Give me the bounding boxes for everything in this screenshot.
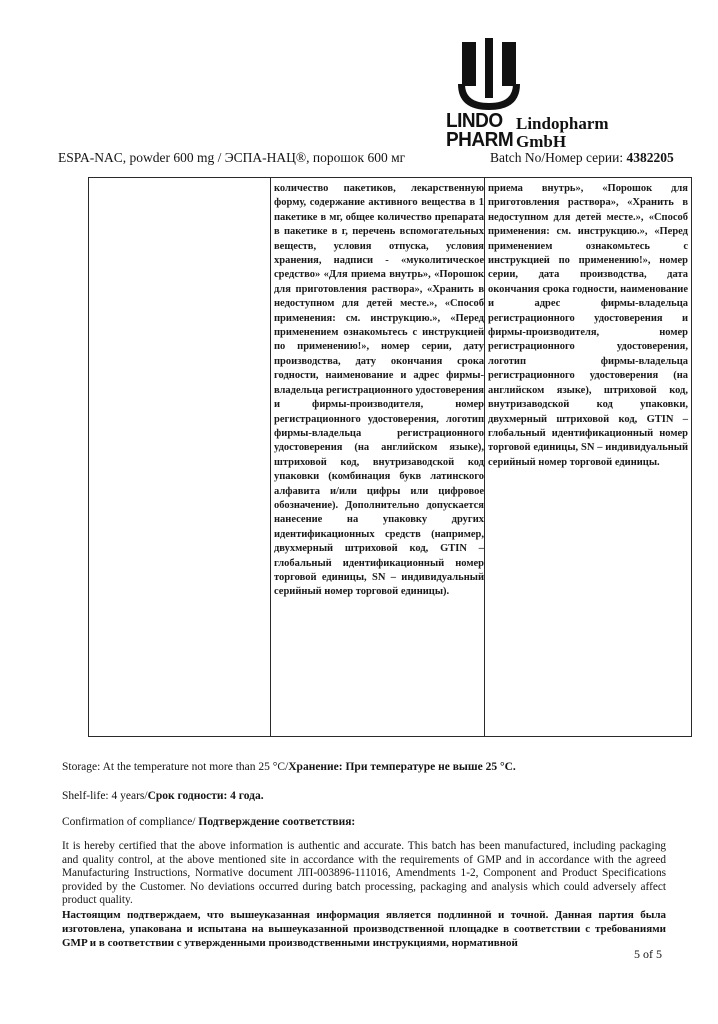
batch-number-line [490, 150, 674, 166]
table-right-rule [691, 177, 692, 737]
storage-line [62, 760, 516, 774]
confirmation-heading [62, 815, 355, 829]
packaging-table [88, 177, 692, 737]
shelf-life-en: Shelf-life: 4 years/ [62, 790, 148, 802]
product-name: ESPA-NAC, powder 600 mg / ЭСПА-НАЦ®, порошок 600 мг [58, 150, 406, 165]
table-cell-requirements: количество пакетиков, лекарственную форму, содержание активного вещества в 1 пакетике в мг, общее количество препарата в пакетике в г, перечень вспомогательных веществ, условия отпуска, условия хранения, надписи - «муколитическое средство» «Для приема внутрь», «Порошок для приготовления раствора», «Хранить в недоступном для детей месте.», «Способ применения: см. инструкцию.», «Перед применением ознакомьтесь с инструкцией по применению!», номер серии, дату производства, дату окончания срока годности, наименование и адрес фирмы-владельца регистрационного удостоверения и фирмы-производителя, номер регистрационного удостоверения, логотип фирмы-владельца регистрационного удостоверения (на английском языке), штриховой код, внутризаводской код упаковки (комбинация букв латинского алфавита и/или цифры или цифровое обозначение). Дополнительно допускается нанесение на упаковку других идентификационных средств (например, двухмерный штриховой код, GTIN – глобальный идентификационный номер торговой единицы, SN – индивидуальный серийный номер торговой единицы). [274, 183, 484, 598]
page-number: 5 of 5 [634, 947, 662, 961]
statement-english: It is hereby certified that the above information is authentic and accurate. This batch has been manufactured, including packaging and quality control, at the above mentioned site in accordance with the requirements of GMP and in accordance with the agreed Manufacturing Instructions, Normative document ЛП-003896-111016, Amendments 1-2, Component and Product Specifications provided by the Customer. No deviations occurred during batch processing, packaging and analysis which could adversely affect product quality. [62, 840, 666, 907]
storage-en: Storage: At the temperature not more than 25 °C/ [62, 761, 289, 773]
lindopharm-logo [446, 38, 672, 150]
table-divider-1 [270, 177, 271, 737]
table-top-rule [88, 177, 692, 178]
statement-russian: Настоящим подтверждаем, что вышеуказанная информация является подлинной и точной. Данная партия была изготовлена, упакована и испытана на вышеуказанной производственной площадке в соответствии с требованиями GMP и в соответствии с утвержденными производственными инструкциями, нормативной [62, 909, 666, 949]
logo-word-lindo: LINDO [446, 109, 503, 132]
shelf-life-line [62, 789, 264, 803]
storage-ru: Хранение: При температуре не выше 25 °C. [288, 761, 516, 773]
lindopharm-emblem-icon [454, 38, 524, 112]
confirmation-en: Confirmation of compliance/ [62, 816, 199, 828]
table-cell-result: приема внутрь», «Порошок для приготовления раствора», «Хранить в недоступном для детей месте.», «Способ применения: см. инструкцию.», «Перед применением ознакомьтесь с инструкцией по применению!», номер серии, дата производства, дата окончания срока годности, наименование и адрес фирмы-владельца регистрационного удостоверения и фирмы-производителя, номер регистрационного удостоверения, логотип фирмы-владельца регистрационного удостоверения (на английском языке), штриховой код, внутризаводской код упаковки, двухмерный штриховой код, GTIN – глобальный идентификационный номер торговой единицы, SN – индивидуальный серийный номер торговой единицы. [488, 183, 688, 468]
shelf-life-ru: Срок годности: 4 года. [147, 790, 264, 802]
batch-number: 4382205 [626, 150, 674, 165]
confirmation-ru: Подтверждение соответствия: [198, 816, 356, 828]
batch-label: Batch No/Номер серии: [490, 150, 624, 165]
table-divider-2 [484, 177, 485, 737]
logo-word-pharm: PHARM [446, 128, 514, 151]
table-bottom-rule [88, 736, 692, 737]
company-legal-form: GmbH [516, 132, 567, 151]
table-left-rule [88, 177, 89, 737]
company-name: Lindopharm [516, 114, 609, 133]
